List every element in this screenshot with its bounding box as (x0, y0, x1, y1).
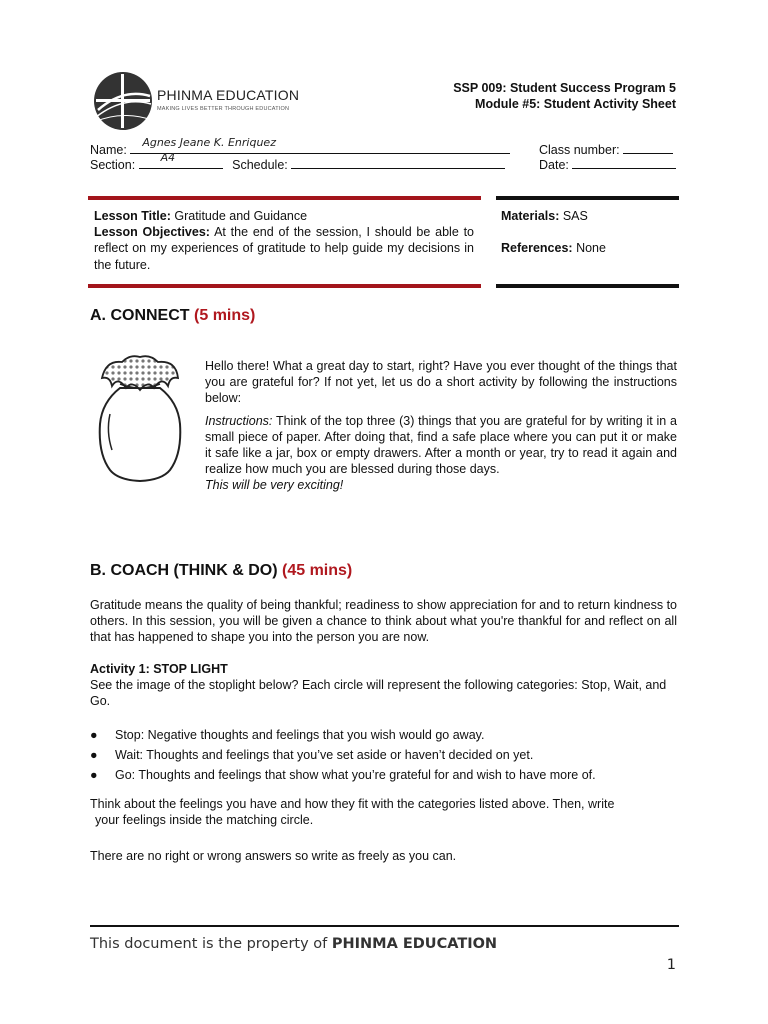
lesson-title-value: Gratitude and Guidance (174, 209, 308, 223)
materials-top-rule (496, 196, 679, 200)
phinma-logo (92, 70, 154, 132)
bullet-icon: ● (90, 768, 98, 782)
coach-heading (90, 562, 352, 580)
connect-time: (5 mins) (194, 307, 256, 324)
instructions-label: Instructions: (205, 413, 273, 428)
lesson-title-line (94, 208, 474, 224)
date-label: Date: (539, 158, 569, 172)
materials-value: SAS (562, 209, 588, 223)
date-field[interactable] (572, 156, 676, 169)
connect-heading-text: A. CONNECT (90, 307, 190, 324)
name-field[interactable] (130, 136, 510, 154)
bullet-icon: ● (90, 748, 98, 762)
name-row (90, 136, 510, 157)
class-number-row (539, 141, 673, 157)
list-item: ● Stop: Negative thoughts and feelings that you wish would go away. (90, 725, 680, 745)
jar-icon (92, 352, 188, 484)
module-title: Module #5: Student Activity Sheet (475, 97, 676, 111)
logo-tagline: MAKING LIVES BETTER THROUGH EDUCATION (157, 106, 290, 112)
connect-closing: This will be very exciting! (205, 478, 344, 493)
lesson-objectives-label: Lesson Objectives: (94, 225, 210, 240)
bullet-icon: ● (90, 728, 98, 742)
think-line-2: your feelings inside the matching circle. (95, 813, 314, 828)
activity-title: Activity 1: STOP LIGHT (90, 662, 228, 676)
class-number-label: Class number: (539, 143, 620, 157)
connect-intro: Hello there! What a great day to start, right? Have you ever thought of the things that you are grateful for? If not yet, let us do a short activity by following the instructions below: (205, 359, 677, 406)
lesson-title-label: Lesson Title: (94, 209, 171, 223)
logo-name: PHINMA EDUCATION (157, 87, 300, 103)
section-label: Section: (90, 158, 136, 172)
materials-bottom-rule (496, 284, 679, 288)
references-value: None (576, 241, 606, 256)
list-item: ● Wait: Thoughts and feelings that you’ve set aside or haven’t decided on yet. (90, 745, 680, 765)
schedule-label: Schedule: (232, 158, 288, 172)
name-value: Agnes Jeane K. Enriquez (142, 136, 276, 149)
section-row (90, 151, 505, 172)
connect-heading (90, 307, 255, 325)
course-title: SSP 009: Student Success Program 5 (453, 81, 676, 95)
materials-info (501, 208, 676, 256)
materials-line (501, 208, 676, 224)
lesson-info (94, 208, 474, 273)
instructions-text: Think of the top three (3) things that you are grateful for by writing it in a small piece of paper. After doing that, find a safe place where you can put it or make it safe like a jar, box or empty drawers. After a month or year, try to read it again and realize how much you are blessed during those days. (205, 413, 677, 477)
coach-heading-text: B. COACH (THINK & DO) (90, 562, 278, 579)
section-value: A4 (160, 151, 176, 164)
think-line-1: Think about the feelings you have and how they fit with the categories listed above. Then, write (90, 797, 615, 811)
materials-label: Materials: (501, 209, 560, 223)
logo-mark-icon (92, 70, 154, 132)
activity-block (90, 661, 677, 710)
connect-body (205, 358, 677, 494)
footer-brand: PHINMA EDUCATION (331, 936, 498, 952)
lesson-objectives (94, 224, 474, 273)
no-wrong-answers: There are no right or wrong answers so write as freely as you can. (90, 849, 457, 863)
lesson-objectives-value: At the end of the session, I should be able to reflect on my experiences of gratitude to help guide my decisions in the future. (94, 225, 474, 272)
section-field[interactable] (139, 151, 223, 169)
footer-text (90, 936, 497, 952)
date-row (539, 156, 676, 172)
lesson-bottom-rule (88, 284, 481, 288)
class-number-field[interactable] (623, 141, 673, 154)
footer-property-text: This document is the property of (90, 936, 328, 952)
coach-intro: Gratitude means the quality of being thankful; readiness to show appreciation for and to return kindness to others. In this session, you will be given a chance to think about what you're thankful for and reflect on all that has happened to shape you into the person you are now. (90, 598, 677, 645)
document-header (453, 80, 676, 112)
connect-instructions (205, 413, 677, 478)
think-paragraph (90, 796, 690, 828)
lesson-top-rule (88, 196, 481, 200)
references-label: References: (501, 241, 573, 256)
activity-intro: See the image of the stoplight below? Each circle will represent the following categories: Stop, Wait, and Go. (90, 678, 667, 709)
name-label: Name: (90, 143, 127, 157)
list-item: ● Go: Thoughts and feelings that show what you’re grateful for and wish to have more of. (90, 765, 680, 785)
category-list (90, 725, 680, 785)
footer-rule (90, 925, 679, 927)
jar-illustration (92, 352, 188, 484)
coach-time: (45 mins) (282, 562, 353, 579)
schedule-field[interactable] (291, 156, 505, 169)
references-line (501, 240, 676, 256)
page-number: 1 (666, 957, 676, 973)
